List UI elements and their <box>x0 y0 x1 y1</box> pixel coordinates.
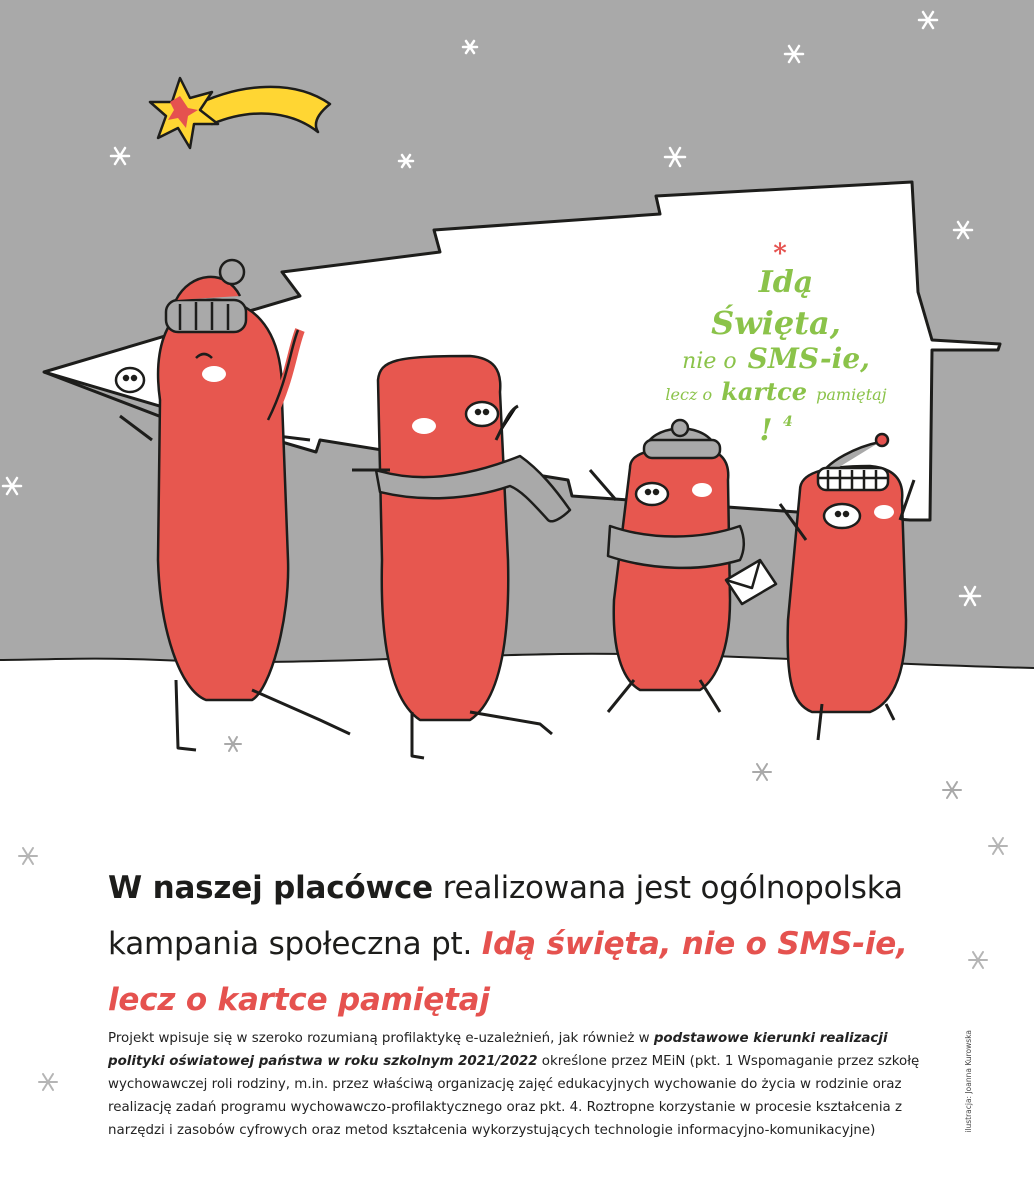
illustration-credit-text: ilustracja: Joanna Kurowska <box>964 1030 973 1133</box>
slogan-line-4-pre: lecz o <box>665 385 713 404</box>
slogan-line-4-post: pamiętaj <box>816 385 887 404</box>
campaign-headline <box>108 860 968 1028</box>
headline-campaign-title: Idą święta, nie o SMS-ie, lecz o kartce pamiętaj <box>108 926 908 1018</box>
illustration-credit <box>964 1030 978 1160</box>
slogan-line-4-kartce: kartce <box>721 377 808 406</box>
slogan-line-3-pre: nie o <box>682 349 737 374</box>
description-intro: Projekt wpisuje się w szeroko rozumianą profilaktykę e-uzależnień, jak również w <box>108 1031 654 1046</box>
slogan-asterisk-icon: * <box>773 239 787 269</box>
slogan-exclamation: ! <box>759 413 773 448</box>
snowflakes-ground <box>225 737 961 798</box>
slogan-line-1: Idą <box>758 265 814 300</box>
slogan-line-2: Święta, <box>711 304 841 342</box>
description-policy-reference: podstawowe kierunki realizacji polityki oświatowej państwa w roku szkolnym 2021/2022 <box>108 1031 888 1069</box>
description-details: określone przez MEiN (pkt. 1 Wspomaganie przez szkołę wychowawczej roli rodziny, m.in. przez właściwą organizację zajęć edukacyjnych wychowanie do życia w rodzinie oraz realizację zadań programu wychowawczo-profilaktycznego oraz pkt. 4. Roztropne korzystanie w procesie kształcenia z narzędzi i zasobów cyfrowych oraz metod kształcenia wykorzystujących technologie informacyjno-komunikacyjne) <box>108 1054 920 1138</box>
slogan-footnote: 4 <box>782 414 793 430</box>
project-description <box>108 1027 928 1142</box>
slogan-line-3-sms: SMS-ie, <box>747 342 870 375</box>
headline-bold: W naszej placówce <box>108 870 433 906</box>
headline-normal: realizowana jest ogólnopolska kampania społeczna pt. <box>108 870 903 962</box>
